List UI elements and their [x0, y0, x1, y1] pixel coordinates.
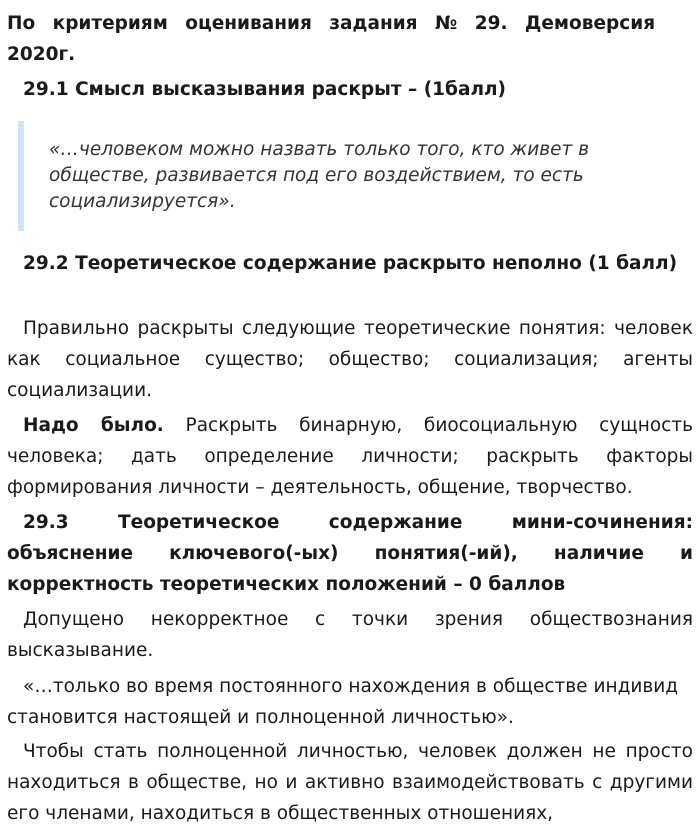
- section-29-3-title: 29.3 Теоретическое содержание мини-сочинения: объяснение ключевого(-ых) понятия(-ий), наличие и корректность теоретических положений – 0 баллов: [7, 512, 693, 595]
- section-29-3-quote: «…только во время постоянного нахождения в обществе индивид становится настоящей и полноценной личностью».: [7, 676, 679, 728]
- need-label: Надо было.: [23, 415, 164, 436]
- section-29-2-title: 29.2 Теоретическое содержание раскрыто неполно (1 балл): [23, 253, 678, 274]
- section-29-1-title: 29.1 Смысл высказывания раскрыт – (1балл): [23, 79, 507, 100]
- quote-bar: [18, 121, 24, 231]
- document-heading: [7, 8, 693, 70]
- heading-line-2: 2020г.: [7, 44, 76, 65]
- section-29-3-text: Допущено некорректное с точки зрения обществознания высказывание.: [7, 609, 693, 661]
- heading-line-1: По критериям оценивания задания № 29. Демоверсия: [7, 13, 656, 34]
- section-29-3-text-2: Чтобы стать полноценной личностью, человек должен не просто находиться в обществе, но и активно взаимодействовать с другими его членами, находиться в общественных отношениях,: [7, 741, 693, 824]
- section-29-2-need-paragraph: [7, 410, 693, 503]
- section-29-1-quote: «…человеком можно назвать только того, кто живет в обществе, развивается под его воздействием, то есть социализируется».: [49, 139, 590, 212]
- need-text: Раскрыть бинарную, биосоциальную сущность человека; дать определение личности; раскрыть факторы формирования личности – деятельность, общение, творчество.: [7, 415, 693, 498]
- section-29-2-text: Правильно раскрыты следующие теоретические понятия: человек как социальное существо; общество; социализация; агенты социализации.: [7, 318, 693, 401]
